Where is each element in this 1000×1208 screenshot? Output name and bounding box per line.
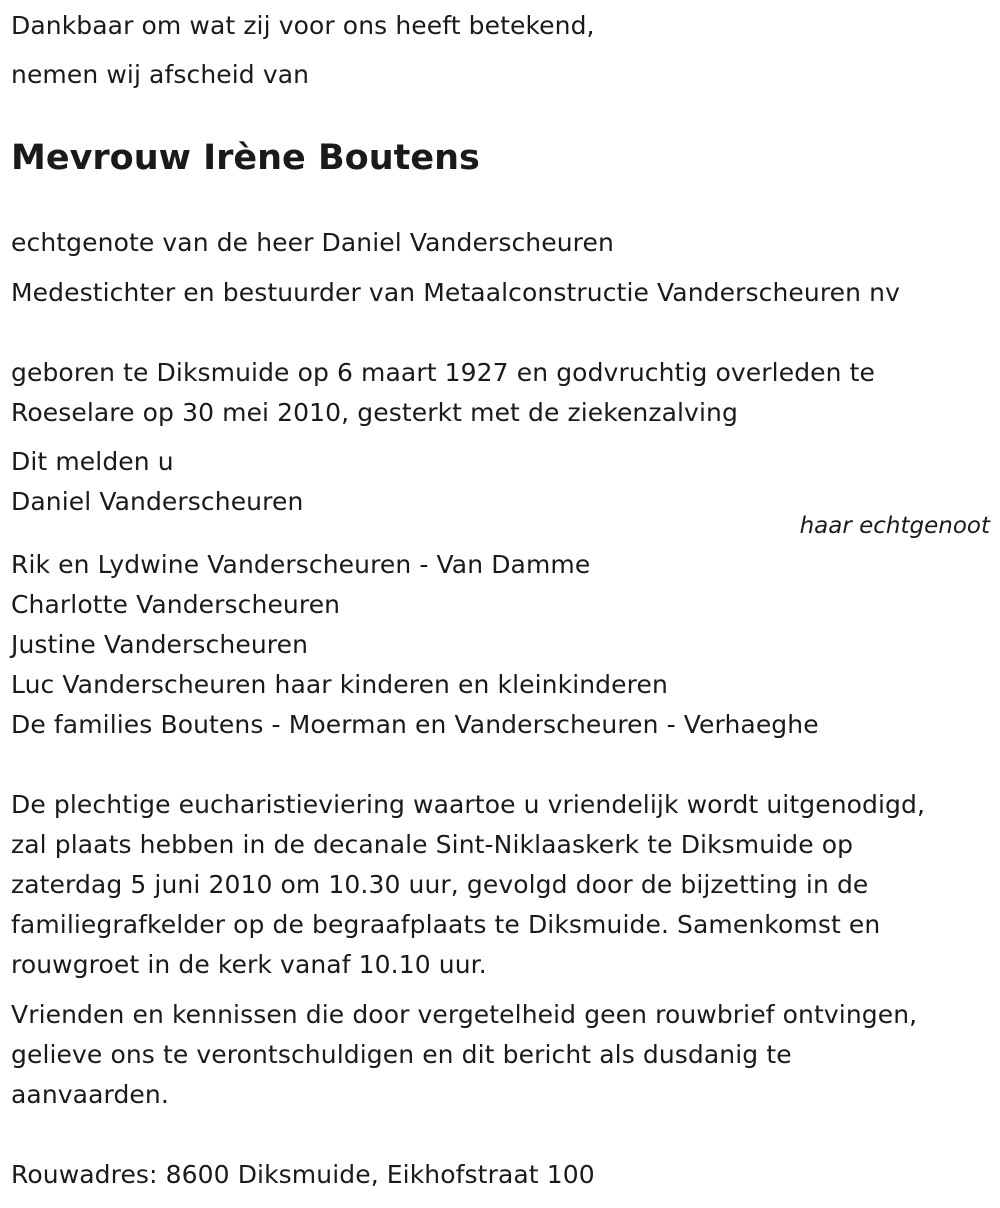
family-line: Luc Vanderscheuren haar kinderen en kleinkinderen bbox=[11, 670, 668, 699]
family-line: De families Boutens - Moerman en Vanderscheuren - Verhaeghe bbox=[11, 710, 819, 739]
role-line: Medestichter en bestuurder van Metaalconstructie Vanderscheuren nv bbox=[11, 278, 900, 307]
ceremony-line: De plechtige eucharistieviering waartoe u vriendelijk wordt uitgenodigd, bbox=[11, 790, 926, 819]
ceremony-line: familiegrafkelder op de begraafplaats te Diksmuide. Samenkomst en bbox=[11, 910, 881, 939]
family-line: Rik en Lydwine Vanderscheuren - Van Damme bbox=[11, 550, 591, 579]
family-line: Justine Vanderscheuren bbox=[11, 630, 309, 659]
intro-line-2: nemen wij afscheid van bbox=[11, 60, 310, 89]
ceremony-line: rouwgroet in de kerk vanaf 10.10 uur. bbox=[11, 950, 487, 979]
family-line: Charlotte Vanderscheuren bbox=[11, 590, 341, 619]
announcer-spouse-role: haar echtgenoot bbox=[799, 513, 990, 539]
birth-death-line-1: geboren te Diksmuide op 6 maart 1927 en godvruchtig overleden te bbox=[11, 358, 876, 387]
ceremony-line: zaterdag 5 juni 2010 om 10.30 uur, gevolgd door de bijzetting in de bbox=[11, 870, 869, 899]
deceased-name: Mevrouw Irène Boutens bbox=[11, 138, 480, 178]
spouse-line: echtgenote van de heer Daniel Vanderscheuren bbox=[11, 228, 614, 257]
ceremony-line: zal plaats hebben in de decanale Sint-Niklaaskerk te Diksmuide op bbox=[11, 830, 854, 859]
apology-line: aanvaarden. bbox=[11, 1080, 169, 1109]
announcer-spouse-name: Daniel Vanderscheuren bbox=[11, 487, 304, 516]
apology-line: Vrienden en kennissen die door vergetelheid geen rouwbrief ontvingen, bbox=[11, 1000, 918, 1029]
intro-line-1: Dankbaar om wat zij voor ons heeft betekend, bbox=[11, 11, 595, 40]
mourning-address: Rouwadres: 8600 Diksmuide, Eikhofstraat 100 bbox=[11, 1160, 595, 1189]
birth-death-line-2: Roeselare op 30 mei 2010, gesterkt met de ziekenzalving bbox=[11, 398, 738, 427]
announcers-intro: Dit melden u bbox=[11, 447, 174, 476]
apology-line: gelieve ons te verontschuldigen en dit bericht als dusdanig te bbox=[11, 1040, 792, 1069]
